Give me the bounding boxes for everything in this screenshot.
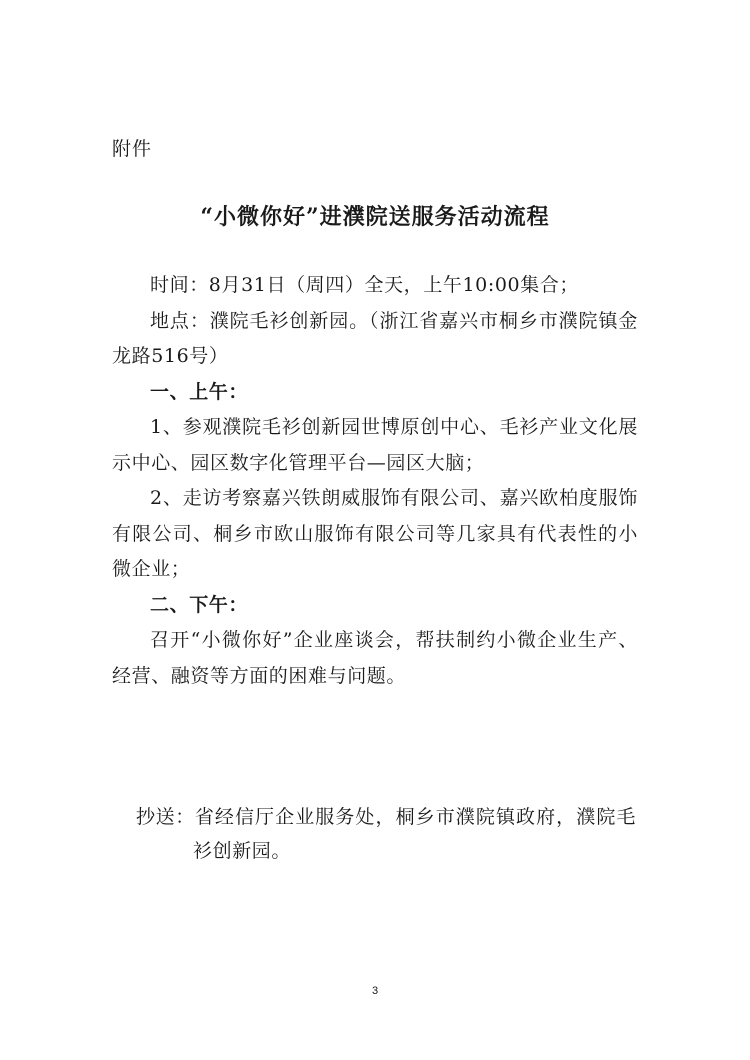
afternoon-item: 召开“小微你好”企业座谈会，帮扶制约小微企业生产、经营、融资等方面的困难与问题。 [112, 629, 638, 687]
page-number: 3 [371, 985, 379, 997]
attachment-label: 附件 [112, 138, 153, 160]
document-title: “小微你好”进濮院送服务活动流程 [200, 204, 550, 230]
cc-block [136, 800, 636, 868]
cc-content: 省经信厅企业服务处，桐乡市濮院镇政府，濮院毛衫创新园。 [193, 806, 636, 862]
morning-heading: 一、上午： [150, 380, 249, 403]
morning-item-1: 1、参观濮院毛衫创新园世博原创中心、毛衫产业文化展示中心、园区数字化管理平台—园区大脑； [112, 416, 638, 474]
morning-item-2: 2、走访考察嘉兴铁朗威服饰有限公司、嘉兴欧柏度服饰有限公司、桐乡市欧山服饰有限公司等几家具有代表性的小微企业； [112, 487, 638, 580]
afternoon-heading: 二、下午： [150, 593, 249, 616]
document-body [112, 268, 638, 694]
time-paragraph: 时间：8月31日（周四）全天，上午10:00集合； [150, 274, 580, 296]
cc-label: 抄送： [136, 806, 195, 828]
location-paragraph: 地点：濮院毛衫创新园。（浙江省嘉兴市桐乡市濮院镇金龙路516号） [112, 309, 638, 367]
